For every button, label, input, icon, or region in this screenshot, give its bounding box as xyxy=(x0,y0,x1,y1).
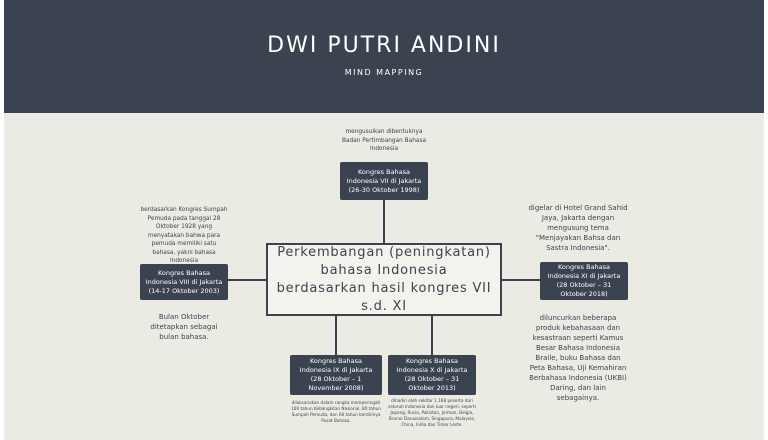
note-kongres-xi-below: diluncurkan beberapa produk kebahasaan dan kesastraan seperti Kamus Besar Bahasa Indonesia Braile, buku Bahasa dan Peta Bahasa, Uji Kemahiran Berbahasa Indonesia (UKBI) Daring, dan lain sebagainya. xyxy=(529,314,627,402)
note-kongres-viii-above: berdasarkan Kongres Sumpah Pemuda pada tanggal 28 Oktober 1928 yang menyatakan bahwa para pemuda memiliki satu bahasa, yakni bahasa Indonesia xyxy=(140,207,228,264)
note-kongres-vii: mengusulkan dibentuknya Badan Pertimbangan Bahasa Indonesia xyxy=(341,129,427,152)
page-subtitle: MIND MAPPING xyxy=(344,68,424,77)
node-kongres-viii: Kongres Bahasa Indonesia VIII di Jakarta (14-17 Oktober 2003) xyxy=(140,264,228,300)
node-kongres-xi: Kongres Bahasa Indonesia XI di Jakarta (28 Oktober – 31 Oktober 2018) xyxy=(540,262,628,300)
page-title: DWI PUTRI ANDINI xyxy=(267,33,501,58)
node-kongres-ix: Kongres Bahasa Indonesia IX di Jakarta (28 Oktober – 1 November 2008) xyxy=(290,355,382,395)
note-kongres-x: dihadiri oleh sekitar 1.168 peserta dari seluruh Indonesia dan luar negeri, seperti Jepang, Rusia, Pakistan, Jerman, Belgia, Brunei Darussalam, Singapura, Malaysia, China, India dan Timor Leste. xyxy=(388,398,476,427)
note-kongres-xi-above: digelar di Hotel Grand Sahid Jaya, Jakarta dengan mengusung tema "Menjayakan Bahsa dan Sastra Indonesia". xyxy=(528,204,628,252)
central-topic: Perkembangan (peningkatan) bahasa Indonesia berdasarkan hasil kongres VII s.d. XI xyxy=(266,243,502,316)
node-kongres-vii: Kongres Bahasa Indonesia VII di Jakarta (26-30 Oktober 1998) xyxy=(340,162,428,200)
node-kongres-x: Kongres Bahasa Indonesia X di Jakarta (28 Oktober – 31 Oktober 2013) xyxy=(388,355,476,395)
note-kongres-viii-below: Bulan Oktober ditetapkan sebagai bulan bahasa. xyxy=(150,313,218,341)
note-kongres-ix: dilaksanakan dalam rangka memperingati 100 tahun Kebangkitan Nasional, 80 tahun Sumpah Pemuda, dan 60 tahun berdirinya Pusat Bahasa. xyxy=(291,400,381,423)
